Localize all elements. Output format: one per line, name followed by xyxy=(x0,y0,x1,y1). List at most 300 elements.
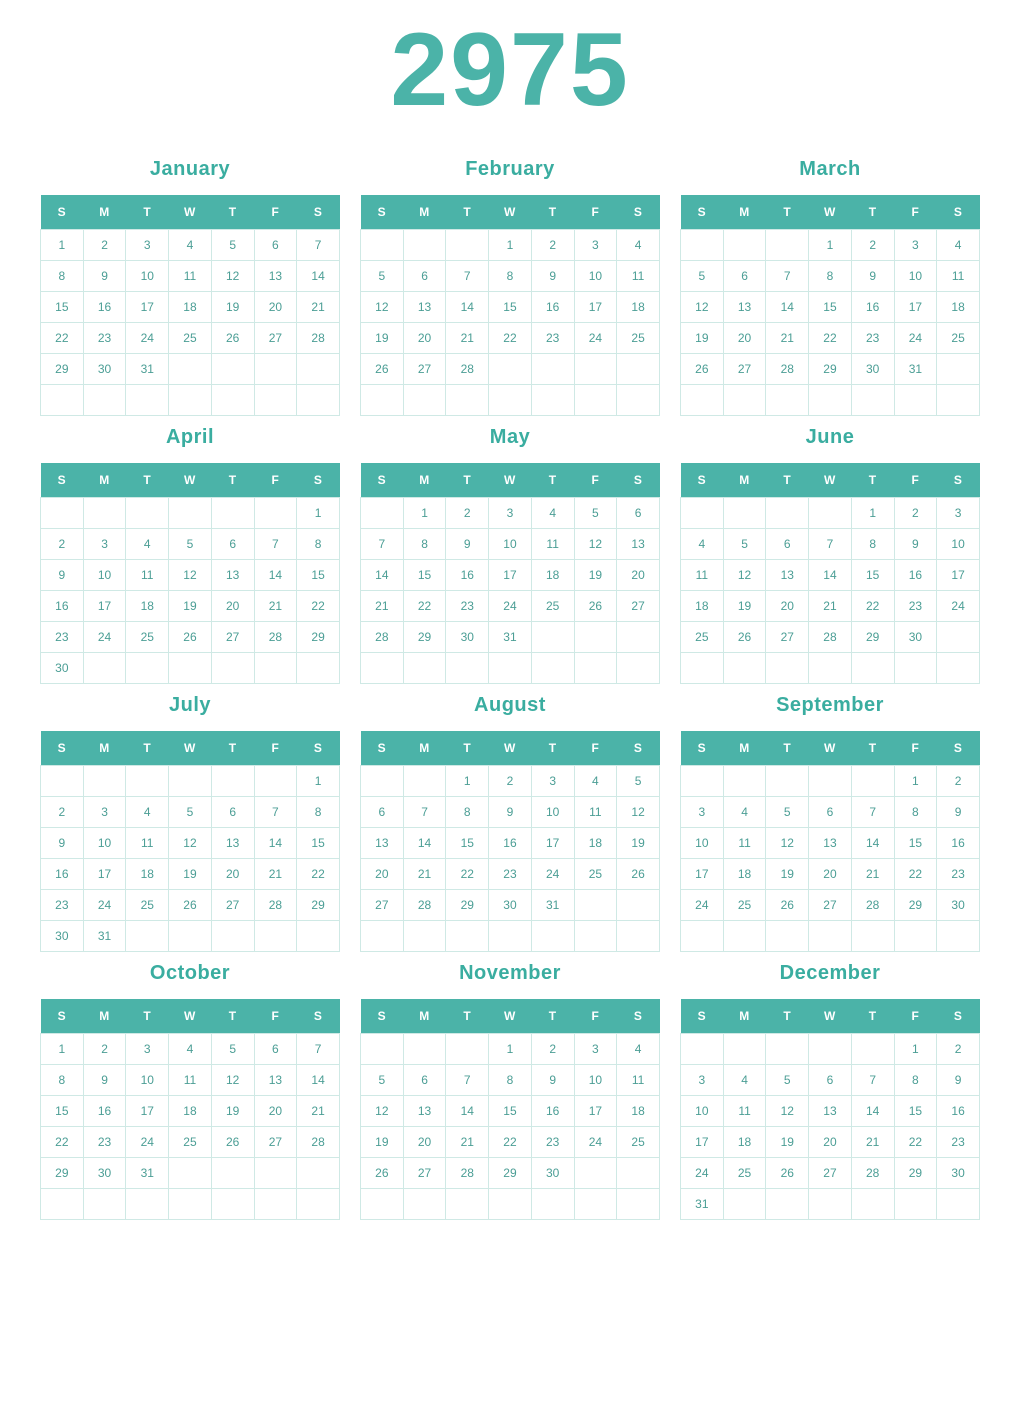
day-cell[interactable]: 7 xyxy=(297,1034,340,1065)
day-cell[interactable]: 19 xyxy=(723,591,766,622)
day-cell[interactable]: 4 xyxy=(681,529,724,560)
day-cell[interactable]: 10 xyxy=(681,1096,724,1127)
day-cell[interactable]: 18 xyxy=(723,859,766,890)
day-cell[interactable]: 21 xyxy=(297,292,340,323)
day-cell[interactable]: 5 xyxy=(617,766,660,797)
day-cell[interactable]: 24 xyxy=(531,859,574,890)
day-cell[interactable]: 25 xyxy=(723,890,766,921)
day-cell[interactable]: 1 xyxy=(41,1034,84,1065)
day-cell[interactable]: 16 xyxy=(531,1096,574,1127)
day-cell[interactable]: 13 xyxy=(254,261,297,292)
day-cell[interactable]: 12 xyxy=(169,560,212,591)
day-cell[interactable]: 17 xyxy=(83,591,126,622)
day-cell[interactable]: 8 xyxy=(446,797,489,828)
day-cell[interactable]: 14 xyxy=(851,828,894,859)
day-cell[interactable]: 13 xyxy=(361,828,404,859)
day-cell[interactable]: 14 xyxy=(254,828,297,859)
day-cell[interactable]: 14 xyxy=(297,1065,340,1096)
day-cell[interactable]: 3 xyxy=(83,797,126,828)
day-cell[interactable]: 23 xyxy=(83,323,126,354)
day-cell[interactable]: 27 xyxy=(766,622,809,653)
day-cell[interactable]: 22 xyxy=(809,323,852,354)
day-cell[interactable]: 4 xyxy=(723,1065,766,1096)
day-cell[interactable]: 9 xyxy=(446,529,489,560)
day-cell[interactable]: 1 xyxy=(446,766,489,797)
day-cell[interactable]: 27 xyxy=(403,354,446,385)
day-cell[interactable]: 22 xyxy=(41,323,84,354)
day-cell[interactable]: 26 xyxy=(211,1127,254,1158)
day-cell[interactable]: 1 xyxy=(297,498,340,529)
day-cell[interactable]: 2 xyxy=(41,797,84,828)
day-cell[interactable]: 14 xyxy=(361,560,404,591)
day-cell[interactable]: 30 xyxy=(41,653,84,684)
day-cell[interactable]: 9 xyxy=(531,1065,574,1096)
day-cell[interactable]: 19 xyxy=(211,292,254,323)
day-cell[interactable]: 23 xyxy=(894,591,937,622)
day-cell[interactable]: 28 xyxy=(297,323,340,354)
day-cell[interactable]: 1 xyxy=(403,498,446,529)
day-cell[interactable]: 25 xyxy=(126,622,169,653)
day-cell[interactable]: 3 xyxy=(531,766,574,797)
day-cell[interactable]: 6 xyxy=(211,529,254,560)
day-cell[interactable]: 4 xyxy=(937,230,980,261)
day-cell[interactable]: 6 xyxy=(211,797,254,828)
day-cell[interactable]: 10 xyxy=(531,797,574,828)
day-cell[interactable]: 5 xyxy=(169,529,212,560)
day-cell[interactable]: 28 xyxy=(851,1158,894,1189)
day-cell[interactable]: 23 xyxy=(489,859,532,890)
day-cell[interactable]: 16 xyxy=(83,292,126,323)
day-cell[interactable]: 5 xyxy=(766,1065,809,1096)
day-cell[interactable]: 20 xyxy=(361,859,404,890)
day-cell[interactable]: 9 xyxy=(531,261,574,292)
day-cell[interactable]: 6 xyxy=(617,498,660,529)
day-cell[interactable]: 25 xyxy=(531,591,574,622)
day-cell[interactable]: 18 xyxy=(126,591,169,622)
day-cell[interactable]: 30 xyxy=(83,1158,126,1189)
day-cell[interactable]: 29 xyxy=(809,354,852,385)
day-cell[interactable]: 22 xyxy=(297,859,340,890)
day-cell[interactable]: 25 xyxy=(723,1158,766,1189)
day-cell[interactable]: 26 xyxy=(723,622,766,653)
day-cell[interactable]: 12 xyxy=(361,292,404,323)
day-cell[interactable]: 19 xyxy=(574,560,617,591)
day-cell[interactable]: 4 xyxy=(169,230,212,261)
day-cell[interactable]: 9 xyxy=(41,828,84,859)
day-cell[interactable]: 30 xyxy=(851,354,894,385)
day-cell[interactable]: 17 xyxy=(489,560,532,591)
day-cell[interactable]: 19 xyxy=(766,859,809,890)
day-cell[interactable]: 9 xyxy=(489,797,532,828)
day-cell[interactable]: 28 xyxy=(361,622,404,653)
day-cell[interactable]: 27 xyxy=(361,890,404,921)
day-cell[interactable]: 24 xyxy=(894,323,937,354)
day-cell[interactable]: 20 xyxy=(211,591,254,622)
day-cell[interactable]: 19 xyxy=(766,1127,809,1158)
day-cell[interactable]: 6 xyxy=(254,1034,297,1065)
day-cell[interactable]: 25 xyxy=(681,622,724,653)
day-cell[interactable]: 16 xyxy=(851,292,894,323)
day-cell[interactable]: 2 xyxy=(531,230,574,261)
day-cell[interactable]: 24 xyxy=(126,323,169,354)
day-cell[interactable]: 3 xyxy=(574,1034,617,1065)
day-cell[interactable]: 2 xyxy=(894,498,937,529)
day-cell[interactable]: 30 xyxy=(937,1158,980,1189)
day-cell[interactable]: 17 xyxy=(681,1127,724,1158)
day-cell[interactable]: 27 xyxy=(211,622,254,653)
day-cell[interactable]: 7 xyxy=(809,529,852,560)
day-cell[interactable]: 3 xyxy=(894,230,937,261)
day-cell[interactable]: 24 xyxy=(574,1127,617,1158)
day-cell[interactable]: 30 xyxy=(531,1158,574,1189)
day-cell[interactable]: 22 xyxy=(297,591,340,622)
day-cell[interactable]: 5 xyxy=(169,797,212,828)
day-cell[interactable]: 28 xyxy=(766,354,809,385)
day-cell[interactable]: 30 xyxy=(41,921,84,952)
day-cell[interactable]: 21 xyxy=(446,323,489,354)
day-cell[interactable]: 31 xyxy=(83,921,126,952)
day-cell[interactable]: 10 xyxy=(937,529,980,560)
day-cell[interactable]: 17 xyxy=(894,292,937,323)
day-cell[interactable]: 18 xyxy=(617,1096,660,1127)
day-cell[interactable]: 30 xyxy=(83,354,126,385)
day-cell[interactable]: 17 xyxy=(574,292,617,323)
day-cell[interactable]: 4 xyxy=(617,1034,660,1065)
day-cell[interactable]: 4 xyxy=(617,230,660,261)
day-cell[interactable]: 6 xyxy=(809,797,852,828)
day-cell[interactable]: 15 xyxy=(489,1096,532,1127)
day-cell[interactable]: 18 xyxy=(169,1096,212,1127)
day-cell[interactable]: 11 xyxy=(126,828,169,859)
day-cell[interactable]: 15 xyxy=(41,292,84,323)
day-cell[interactable]: 7 xyxy=(403,797,446,828)
day-cell[interactable]: 20 xyxy=(403,1127,446,1158)
day-cell[interactable]: 11 xyxy=(169,1065,212,1096)
day-cell[interactable]: 7 xyxy=(254,797,297,828)
day-cell[interactable]: 26 xyxy=(361,354,404,385)
day-cell[interactable]: 4 xyxy=(531,498,574,529)
day-cell[interactable]: 10 xyxy=(894,261,937,292)
day-cell[interactable]: 31 xyxy=(894,354,937,385)
day-cell[interactable]: 25 xyxy=(169,1127,212,1158)
day-cell[interactable]: 16 xyxy=(41,591,84,622)
day-cell[interactable]: 23 xyxy=(83,1127,126,1158)
day-cell[interactable]: 21 xyxy=(446,1127,489,1158)
day-cell[interactable]: 29 xyxy=(297,890,340,921)
day-cell[interactable]: 2 xyxy=(489,766,532,797)
day-cell[interactable]: 21 xyxy=(851,1127,894,1158)
day-cell[interactable]: 31 xyxy=(681,1189,724,1220)
day-cell[interactable]: 13 xyxy=(254,1065,297,1096)
day-cell[interactable]: 29 xyxy=(489,1158,532,1189)
day-cell[interactable]: 27 xyxy=(617,591,660,622)
day-cell[interactable]: 30 xyxy=(446,622,489,653)
day-cell[interactable]: 24 xyxy=(681,1158,724,1189)
day-cell[interactable]: 5 xyxy=(361,261,404,292)
day-cell[interactable]: 13 xyxy=(403,292,446,323)
day-cell[interactable]: 18 xyxy=(681,591,724,622)
day-cell[interactable]: 24 xyxy=(574,323,617,354)
day-cell[interactable]: 31 xyxy=(489,622,532,653)
day-cell[interactable]: 15 xyxy=(41,1096,84,1127)
day-cell[interactable]: 26 xyxy=(574,591,617,622)
day-cell[interactable]: 2 xyxy=(41,529,84,560)
day-cell[interactable]: 23 xyxy=(531,1127,574,1158)
day-cell[interactable]: 22 xyxy=(851,591,894,622)
day-cell[interactable]: 29 xyxy=(851,622,894,653)
day-cell[interactable]: 16 xyxy=(83,1096,126,1127)
day-cell[interactable]: 9 xyxy=(83,1065,126,1096)
day-cell[interactable]: 17 xyxy=(126,292,169,323)
day-cell[interactable]: 24 xyxy=(83,890,126,921)
day-cell[interactable]: 4 xyxy=(126,529,169,560)
day-cell[interactable]: 13 xyxy=(211,560,254,591)
day-cell[interactable]: 8 xyxy=(851,529,894,560)
day-cell[interactable]: 30 xyxy=(894,622,937,653)
day-cell[interactable]: 11 xyxy=(617,261,660,292)
day-cell[interactable]: 3 xyxy=(681,797,724,828)
day-cell[interactable]: 29 xyxy=(894,1158,937,1189)
day-cell[interactable]: 29 xyxy=(41,1158,84,1189)
day-cell[interactable]: 27 xyxy=(211,890,254,921)
day-cell[interactable]: 14 xyxy=(766,292,809,323)
day-cell[interactable]: 2 xyxy=(531,1034,574,1065)
day-cell[interactable]: 12 xyxy=(681,292,724,323)
day-cell[interactable]: 3 xyxy=(83,529,126,560)
day-cell[interactable]: 8 xyxy=(403,529,446,560)
day-cell[interactable]: 5 xyxy=(681,261,724,292)
day-cell[interactable]: 11 xyxy=(531,529,574,560)
day-cell[interactable]: 5 xyxy=(766,797,809,828)
day-cell[interactable]: 21 xyxy=(766,323,809,354)
day-cell[interactable]: 6 xyxy=(766,529,809,560)
day-cell[interactable]: 22 xyxy=(489,323,532,354)
day-cell[interactable]: 18 xyxy=(617,292,660,323)
day-cell[interactable]: 13 xyxy=(403,1096,446,1127)
day-cell[interactable]: 17 xyxy=(574,1096,617,1127)
day-cell[interactable]: 4 xyxy=(169,1034,212,1065)
day-cell[interactable]: 12 xyxy=(723,560,766,591)
day-cell[interactable]: 11 xyxy=(617,1065,660,1096)
day-cell[interactable]: 19 xyxy=(361,323,404,354)
day-cell[interactable]: 19 xyxy=(169,591,212,622)
day-cell[interactable]: 15 xyxy=(894,1096,937,1127)
day-cell[interactable]: 7 xyxy=(446,1065,489,1096)
day-cell[interactable]: 3 xyxy=(489,498,532,529)
day-cell[interactable]: 23 xyxy=(531,323,574,354)
day-cell[interactable]: 17 xyxy=(937,560,980,591)
day-cell[interactable]: 15 xyxy=(894,828,937,859)
day-cell[interactable]: 6 xyxy=(403,1065,446,1096)
day-cell[interactable]: 28 xyxy=(254,622,297,653)
day-cell[interactable]: 29 xyxy=(403,622,446,653)
day-cell[interactable]: 26 xyxy=(169,890,212,921)
day-cell[interactable]: 26 xyxy=(681,354,724,385)
day-cell[interactable]: 27 xyxy=(254,1127,297,1158)
day-cell[interactable]: 21 xyxy=(254,591,297,622)
day-cell[interactable]: 20 xyxy=(617,560,660,591)
day-cell[interactable]: 5 xyxy=(211,1034,254,1065)
day-cell[interactable]: 5 xyxy=(361,1065,404,1096)
day-cell[interactable]: 29 xyxy=(894,890,937,921)
day-cell[interactable]: 15 xyxy=(489,292,532,323)
day-cell[interactable]: 10 xyxy=(574,1065,617,1096)
day-cell[interactable]: 2 xyxy=(446,498,489,529)
day-cell[interactable]: 23 xyxy=(41,890,84,921)
day-cell[interactable]: 28 xyxy=(446,1158,489,1189)
day-cell[interactable]: 20 xyxy=(766,591,809,622)
day-cell[interactable]: 22 xyxy=(446,859,489,890)
day-cell[interactable]: 6 xyxy=(254,230,297,261)
day-cell[interactable]: 31 xyxy=(531,890,574,921)
day-cell[interactable]: 7 xyxy=(446,261,489,292)
day-cell[interactable]: 28 xyxy=(446,354,489,385)
day-cell[interactable]: 21 xyxy=(254,859,297,890)
day-cell[interactable]: 14 xyxy=(446,1096,489,1127)
day-cell[interactable]: 11 xyxy=(126,560,169,591)
day-cell[interactable]: 8 xyxy=(41,1065,84,1096)
day-cell[interactable]: 12 xyxy=(766,1096,809,1127)
day-cell[interactable]: 3 xyxy=(126,1034,169,1065)
day-cell[interactable]: 20 xyxy=(403,323,446,354)
day-cell[interactable]: 11 xyxy=(723,828,766,859)
day-cell[interactable]: 5 xyxy=(574,498,617,529)
day-cell[interactable]: 12 xyxy=(617,797,660,828)
day-cell[interactable]: 12 xyxy=(169,828,212,859)
day-cell[interactable]: 23 xyxy=(937,1127,980,1158)
day-cell[interactable]: 16 xyxy=(937,828,980,859)
day-cell[interactable]: 20 xyxy=(254,1096,297,1127)
day-cell[interactable]: 15 xyxy=(446,828,489,859)
day-cell[interactable]: 27 xyxy=(809,890,852,921)
day-cell[interactable]: 16 xyxy=(446,560,489,591)
day-cell[interactable]: 24 xyxy=(681,890,724,921)
day-cell[interactable]: 15 xyxy=(403,560,446,591)
day-cell[interactable]: 18 xyxy=(723,1127,766,1158)
day-cell[interactable]: 26 xyxy=(766,890,809,921)
day-cell[interactable]: 2 xyxy=(83,1034,126,1065)
day-cell[interactable]: 10 xyxy=(83,560,126,591)
day-cell[interactable]: 11 xyxy=(169,261,212,292)
day-cell[interactable]: 7 xyxy=(766,261,809,292)
day-cell[interactable]: 16 xyxy=(531,292,574,323)
day-cell[interactable]: 9 xyxy=(937,797,980,828)
day-cell[interactable]: 23 xyxy=(41,622,84,653)
day-cell[interactable]: 3 xyxy=(574,230,617,261)
day-cell[interactable]: 10 xyxy=(83,828,126,859)
day-cell[interactable]: 22 xyxy=(894,859,937,890)
day-cell[interactable]: 8 xyxy=(489,1065,532,1096)
day-cell[interactable]: 22 xyxy=(489,1127,532,1158)
day-cell[interactable]: 13 xyxy=(723,292,766,323)
day-cell[interactable]: 26 xyxy=(361,1158,404,1189)
day-cell[interactable]: 16 xyxy=(937,1096,980,1127)
day-cell[interactable]: 14 xyxy=(809,560,852,591)
day-cell[interactable]: 10 xyxy=(126,1065,169,1096)
day-cell[interactable]: 29 xyxy=(446,890,489,921)
day-cell[interactable]: 17 xyxy=(681,859,724,890)
day-cell[interactable]: 3 xyxy=(937,498,980,529)
day-cell[interactable]: 26 xyxy=(617,859,660,890)
day-cell[interactable]: 25 xyxy=(617,323,660,354)
day-cell[interactable]: 8 xyxy=(297,797,340,828)
day-cell[interactable]: 23 xyxy=(851,323,894,354)
day-cell[interactable]: 24 xyxy=(489,591,532,622)
day-cell[interactable]: 21 xyxy=(851,859,894,890)
day-cell[interactable]: 24 xyxy=(126,1127,169,1158)
day-cell[interactable]: 27 xyxy=(403,1158,446,1189)
day-cell[interactable]: 17 xyxy=(83,859,126,890)
day-cell[interactable]: 1 xyxy=(851,498,894,529)
day-cell[interactable]: 16 xyxy=(894,560,937,591)
day-cell[interactable]: 17 xyxy=(531,828,574,859)
day-cell[interactable]: 18 xyxy=(937,292,980,323)
day-cell[interactable]: 24 xyxy=(83,622,126,653)
day-cell[interactable]: 4 xyxy=(723,797,766,828)
day-cell[interactable]: 13 xyxy=(617,529,660,560)
day-cell[interactable]: 13 xyxy=(809,1096,852,1127)
day-cell[interactable]: 2 xyxy=(937,766,980,797)
day-cell[interactable]: 28 xyxy=(254,890,297,921)
day-cell[interactable]: 4 xyxy=(126,797,169,828)
day-cell[interactable]: 26 xyxy=(169,622,212,653)
day-cell[interactable]: 10 xyxy=(681,828,724,859)
day-cell[interactable]: 8 xyxy=(41,261,84,292)
day-cell[interactable]: 7 xyxy=(361,529,404,560)
day-cell[interactable]: 7 xyxy=(297,230,340,261)
day-cell[interactable]: 18 xyxy=(169,292,212,323)
day-cell[interactable]: 12 xyxy=(574,529,617,560)
day-cell[interactable]: 21 xyxy=(403,859,446,890)
day-cell[interactable]: 1 xyxy=(489,1034,532,1065)
day-cell[interactable]: 11 xyxy=(723,1096,766,1127)
day-cell[interactable]: 28 xyxy=(851,890,894,921)
day-cell[interactable]: 10 xyxy=(574,261,617,292)
day-cell[interactable]: 8 xyxy=(894,797,937,828)
day-cell[interactable]: 9 xyxy=(851,261,894,292)
day-cell[interactable]: 14 xyxy=(446,292,489,323)
day-cell[interactable]: 3 xyxy=(681,1065,724,1096)
day-cell[interactable]: 9 xyxy=(83,261,126,292)
day-cell[interactable]: 25 xyxy=(126,890,169,921)
day-cell[interactable]: 1 xyxy=(297,766,340,797)
day-cell[interactable]: 1 xyxy=(894,1034,937,1065)
day-cell[interactable]: 30 xyxy=(937,890,980,921)
day-cell[interactable]: 14 xyxy=(851,1096,894,1127)
day-cell[interactable]: 19 xyxy=(211,1096,254,1127)
day-cell[interactable]: 6 xyxy=(723,261,766,292)
day-cell[interactable]: 1 xyxy=(41,230,84,261)
day-cell[interactable]: 19 xyxy=(617,828,660,859)
day-cell[interactable]: 27 xyxy=(723,354,766,385)
day-cell[interactable]: 20 xyxy=(211,859,254,890)
day-cell[interactable]: 9 xyxy=(41,560,84,591)
day-cell[interactable]: 13 xyxy=(766,560,809,591)
day-cell[interactable]: 18 xyxy=(126,859,169,890)
day-cell[interactable]: 28 xyxy=(403,890,446,921)
day-cell[interactable]: 30 xyxy=(489,890,532,921)
day-cell[interactable]: 19 xyxy=(361,1127,404,1158)
day-cell[interactable]: 1 xyxy=(894,766,937,797)
day-cell[interactable]: 8 xyxy=(894,1065,937,1096)
day-cell[interactable]: 26 xyxy=(211,323,254,354)
day-cell[interactable]: 20 xyxy=(723,323,766,354)
day-cell[interactable]: 2 xyxy=(851,230,894,261)
day-cell[interactable]: 22 xyxy=(403,591,446,622)
day-cell[interactable]: 26 xyxy=(766,1158,809,1189)
day-cell[interactable]: 7 xyxy=(851,797,894,828)
day-cell[interactable]: 7 xyxy=(851,1065,894,1096)
